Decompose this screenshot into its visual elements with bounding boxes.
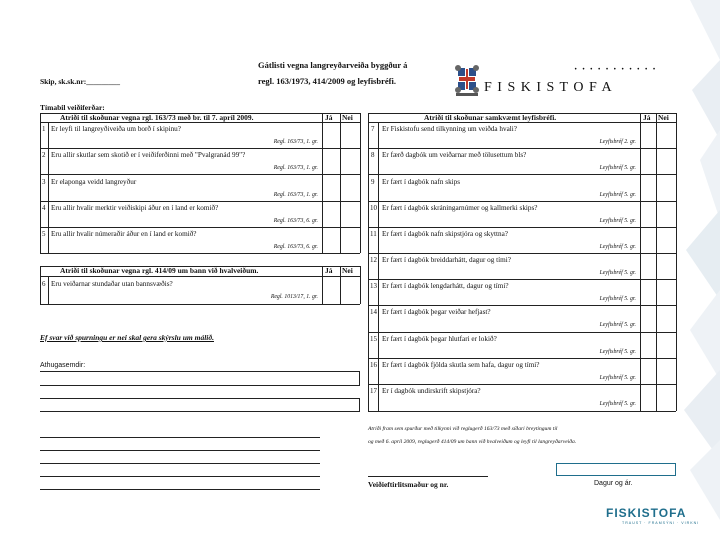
row-reference: Leyfisbréf 5. gr. bbox=[599, 165, 636, 171]
row-number: 5 bbox=[42, 230, 46, 238]
row-reference: Leyfisbréf 5. gr. bbox=[599, 322, 636, 328]
row-reference: Leyfisbréf 5. gr. bbox=[599, 349, 636, 355]
row-reference: Regl. 163/73, 1. gr. bbox=[273, 165, 318, 171]
brand-tagline: TRAUST · FRAMSÝNI · VIRKNI bbox=[622, 521, 700, 525]
row-number: 14 bbox=[370, 308, 377, 316]
row-question: Er í dagbók undirskrift skipstjóra? bbox=[382, 387, 481, 395]
section3-yes-header: Já bbox=[643, 113, 651, 122]
section1-no-header: Nei bbox=[342, 113, 353, 122]
logo-text: F I S K I S T O F A bbox=[484, 80, 613, 95]
row-question: Eru allir hvalir númeraðir áður en í land er komið? bbox=[51, 230, 197, 238]
doc-title-line1: Gátlisti vegna langreyðarveiða byggður á bbox=[258, 60, 408, 70]
row-question: Er fært í dagbók þegar veiðar hefjast? bbox=[382, 308, 491, 316]
row-number: 10 bbox=[370, 204, 377, 212]
remarks-label: Athugasemdir: bbox=[40, 362, 86, 369]
row-reference: Regl. 1013/17, 1. gr. bbox=[270, 294, 318, 300]
row-reference: Leyfisbréf 5. gr. bbox=[599, 244, 636, 250]
row-question: Er fært í dagbók skráningarnúmer og kallmerki skips? bbox=[382, 204, 538, 212]
row-question: Eru allir skutlar sem skotið er í veiðiferðinni með "Pvalgranád 99"? bbox=[51, 151, 246, 159]
row-reference: Leyfisbréf 5. gr. bbox=[599, 401, 636, 407]
section2-no-header: Nei bbox=[342, 266, 353, 275]
row-question: Er fært í dagbók fjölda skutla sem hafa, dagur og tími? bbox=[382, 361, 540, 369]
row-question: Er færð dagbók um veiðarnar með tölusettum bls? bbox=[382, 151, 527, 159]
row-reference: Regl. 163/73, 6. gr. bbox=[273, 218, 318, 224]
row-number: 4 bbox=[42, 204, 46, 212]
row-question: Eru allir hvalir merktir veiðiskipi áður en í land er komið? bbox=[51, 204, 219, 212]
section2-yes-header: Já bbox=[325, 266, 333, 275]
footnote-line1: Atriði fram sem spurður með tilkynni við reglugerð 163/73 með síðari breytingum til bbox=[368, 426, 558, 432]
row-reference: Leyfisbréf 2. gr. bbox=[599, 139, 636, 145]
row-number: 15 bbox=[370, 335, 377, 343]
row-question: Er fært í dagbók breiddarhátt, dagur og tími? bbox=[382, 256, 511, 264]
row-number: 8 bbox=[371, 151, 375, 159]
row-number: 6 bbox=[42, 280, 46, 288]
row-question: Er Fiskistofu send tilkynning um veiðda hvali? bbox=[382, 125, 517, 133]
footnote-line2: og með 6. apríl 2009, reglugerð 414/09 um bann við hvalveiðum og leyfi til langreyðarveiða. bbox=[368, 439, 577, 445]
section3-no-header: Nei bbox=[658, 113, 669, 122]
row-question: Er fært í dagbók þegar hlutfari er lokið? bbox=[382, 335, 497, 343]
row-reference: Leyfisbréf 5. gr. bbox=[599, 270, 636, 276]
section1-header: Atriði til skoðunar vegna rgl. 163/73 með br. til 7. apríl 2009. bbox=[60, 113, 254, 122]
row-question: Er fært í dagbók nafn skips bbox=[382, 178, 461, 186]
section2-header: Atriði til skoðunar vegna rgl. 414/09 um bann við hvalveiðum. bbox=[60, 266, 259, 275]
row-number: 9 bbox=[371, 178, 375, 186]
row-question: Eru veiðarnar stundaðar utan bannsvæðis? bbox=[51, 280, 173, 288]
row-number: 11 bbox=[370, 230, 377, 238]
row-number: 7 bbox=[371, 125, 375, 133]
row-reference: Leyfisbréf 5. gr. bbox=[599, 218, 636, 224]
row-number: 16 bbox=[370, 361, 377, 369]
row-number: 12 bbox=[370, 256, 377, 264]
period-label: Tímabil veiðiferðar: bbox=[40, 103, 105, 112]
row-number: 17 bbox=[370, 387, 377, 395]
inspector-label: Veiðieftirlitsmaður og nr. bbox=[368, 480, 449, 489]
section3-header: Atriði til skoðunar samkvæmt leyfisbréfi. bbox=[424, 113, 557, 122]
date-label: Dagur og ár. bbox=[594, 480, 633, 487]
row-reference: Leyfisbréf 5. gr. bbox=[599, 192, 636, 198]
row-number: 1 bbox=[42, 125, 46, 133]
row-reference: Regl. 163/73, 1. gr. bbox=[273, 139, 318, 145]
ship-label: Skip, sk.sk.nr:_________ bbox=[40, 77, 121, 86]
answer-note: Ef svar við spurningu er nei skal gera skýrslu um málið. bbox=[40, 333, 214, 342]
brand-name: FISKISTOFA bbox=[606, 506, 687, 520]
crest-icon bbox=[454, 62, 480, 98]
row-reference: Regl. 163/73, 1. gr. bbox=[273, 192, 318, 198]
row-question: Er leyfi til langreyðiveiða um borð í skipinu? bbox=[51, 125, 181, 133]
row-number: 2 bbox=[42, 151, 46, 159]
section1-yes-header: Já bbox=[325, 113, 333, 122]
row-number: 3 bbox=[42, 178, 46, 186]
doc-title-line2: regl. 163/1973, 414/2009 og leyfisbréfi. bbox=[258, 76, 396, 86]
row-reference: Leyfisbréf 5. gr. bbox=[599, 296, 636, 302]
row-question: Er fært í dagbók lengdarhátt, dagur og tími? bbox=[382, 282, 509, 290]
row-reference: Regl. 163/73, 6. gr. bbox=[273, 244, 318, 250]
row-question: Er elaponga veidd langreyður bbox=[51, 178, 137, 186]
logo-dots: · · · · · · · · · · · bbox=[574, 64, 657, 75]
row-question: Er fært í dagbók nafn skipstjóra og skyttna? bbox=[382, 230, 508, 238]
date-field[interactable] bbox=[556, 463, 676, 476]
row-reference: Leyfisbréf 5. gr. bbox=[599, 375, 636, 381]
row-number: 13 bbox=[370, 282, 377, 290]
